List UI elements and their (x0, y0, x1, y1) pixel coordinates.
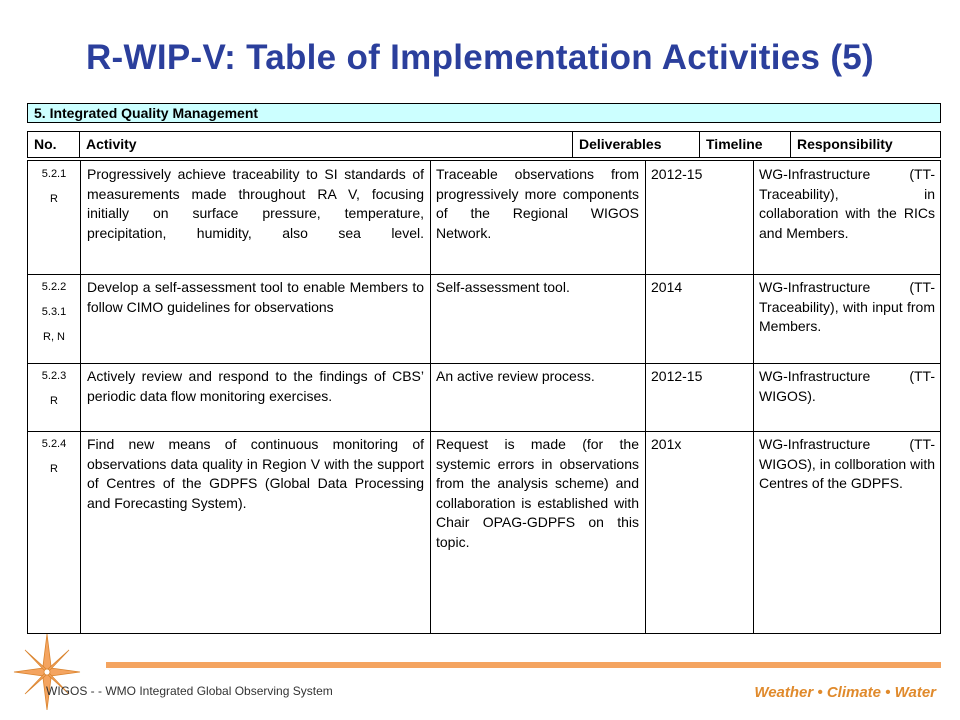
row-2-no (31, 280, 77, 355)
header-activity: Activity (80, 132, 573, 157)
row-3-no-type: R (50, 395, 58, 407)
footer-divider (106, 662, 941, 668)
row-3-no-code: 5.2.3 (41, 370, 67, 382)
section-header: 5. Integrated Quality Management (27, 103, 941, 123)
footer-caption: WIGOS - - WMO Integrated Global Observing System (46, 684, 333, 698)
row-3-no (31, 369, 77, 419)
row-1-timeline: 2012-15 (651, 166, 703, 182)
row-2-no-type: R, N (43, 331, 65, 343)
row-3-responsibility: WG-Infrastructure (TT-WIGOS). (759, 368, 935, 404)
header-timeline: Timeline (700, 132, 791, 157)
row-2-deliverables: Self-assessment tool. (436, 279, 570, 295)
row-4-no (31, 437, 77, 487)
row-1-no-code: 5.2.1 (41, 168, 67, 180)
row-4-activity: Find new means of continuous monitoring of observations data quality in Region V with the support of Centres of the GDPFS (Global Data Processing and Forecasting System). (87, 436, 424, 511)
row-2-responsibility: WG-Infrastructure (TT-Traceability), with input from Members. (759, 279, 935, 334)
row-4-no-type: R (50, 463, 58, 475)
row-3-deliverables: An active review process. (436, 368, 595, 384)
row-1-responsibility: WG-Infrastructure (TT-Traceability), in collaboration with the RICs and Members. (759, 166, 935, 241)
row-3-activity: Actively review and respond to the findings of CBS’ periodic data flow monitoring exercises. (87, 368, 424, 404)
row-4-timeline: 201x (651, 436, 682, 452)
header-responsibility: Responsibility (797, 136, 893, 152)
row-1-activity: Progressively achieve traceability to SI standards of measurements made throughout RA V, focusing initially on surface pressure, temperature, precipitation, humidity, also sea level. (87, 166, 424, 241)
header-no: No. (28, 132, 80, 157)
row-2-no-code-1: 5.2.2 (41, 281, 67, 293)
row-4-deliverables: Request is made (for the systemic errors in observations from the analysis scheme) and collaboration is established with Chair OPAG-GDPFS on this topic. (436, 436, 639, 550)
row-2-activity: Develop a self-assessment tool to enable Members to follow CIMO guidelines for observations (87, 279, 424, 315)
header-deliverables: Deliverables (573, 132, 700, 157)
row-2-no-code-2: 5.3.1 (41, 306, 67, 318)
row-1-deliverables: Traceable observations from progressively more components of the Regional WIGOS Network. (436, 166, 639, 241)
activities-table (27, 160, 941, 634)
row-4-responsibility: WG-Infrastructure (TT-WIGOS), in collboration with Centres of the GDPFS. (759, 436, 935, 491)
wmo-compass-logo-icon (12, 632, 82, 712)
row-2-timeline: 2014 (651, 279, 683, 295)
row-1-no-type: R (50, 193, 58, 205)
row-1-no (31, 167, 77, 217)
row-3-timeline: 2012-15 (651, 368, 703, 384)
page-title: R-WIP-V: Table of Implementation Activities (5) (85, 38, 875, 77)
row-4-no-code: 5.2.4 (41, 438, 67, 450)
table-header (27, 131, 941, 158)
footer-slogan: Weather • Climate • Water (754, 684, 936, 701)
